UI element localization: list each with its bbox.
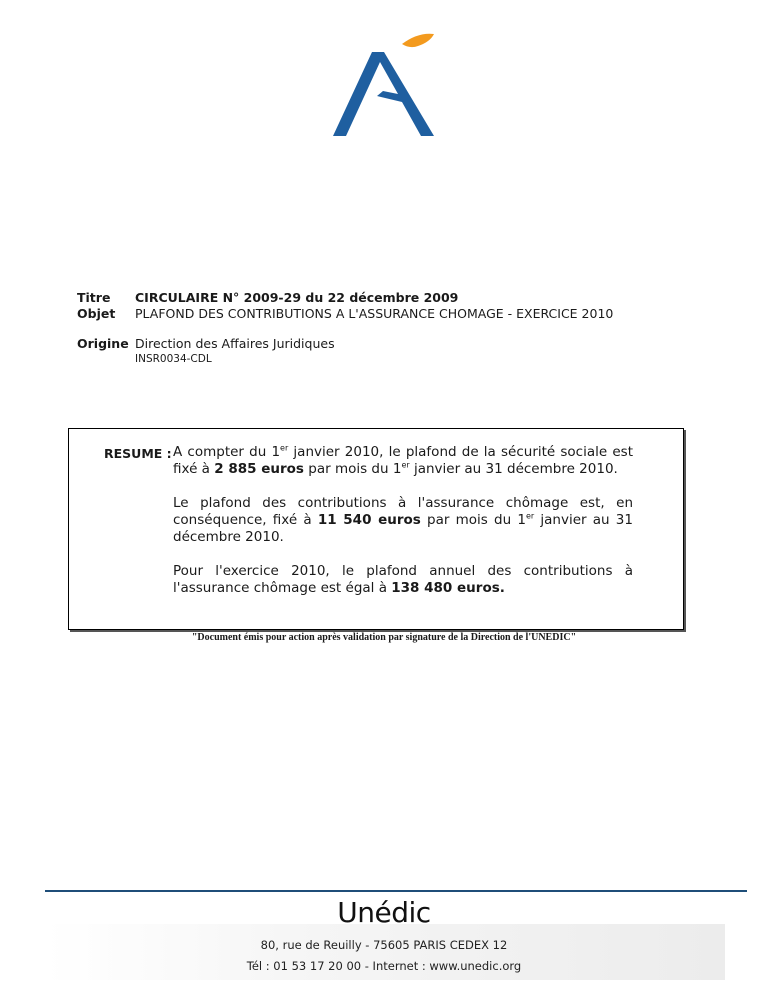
resume-label: RESUME :: [104, 446, 172, 461]
disclaimer-note: "Document émis pour action après validation par signature de la Direction de l'UNEDIC": [191, 632, 577, 643]
object-value: PLAFOND DES CONTRIBUTIONS A L'ASSURANCE CHOMAGE - EXERCICE 2010: [135, 306, 614, 321]
unedic-a-logo-icon: [330, 30, 440, 138]
resume-paragraph-2: Le plafond des contributions à l'assurance chômage est, en conséquence, fixé à 11 540 euros par mois du 1er janvier au 31 décembre 2010.: [173, 495, 633, 545]
origin-label: Origine: [77, 336, 129, 351]
amount-annual-contrib: 138 480 euros.: [391, 580, 505, 596]
footer-address: 80, rue de Reuilly - 75605 PARIS CEDEX 12: [260, 938, 508, 952]
logo-blue-stroke: [333, 52, 434, 136]
amount-monthly-contrib: 11 540 euros: [317, 512, 421, 528]
resume-box: [68, 428, 684, 630]
logo-orange-accent: [402, 34, 434, 47]
resume-body: [173, 444, 633, 614]
footer-contact: Tél : 01 53 17 20 00 - Internet : www.unedic.org: [246, 959, 522, 973]
resume-paragraph-1: A compter du 1er janvier 2010, le plafond de la sécurité sociale est fixé à 2 885 euros par mois du 1er janvier au 31 décembre 2010.: [173, 443, 633, 477]
origin-value: Direction des Affaires Juridiques: [135, 336, 335, 351]
object-label: Objet: [77, 306, 116, 321]
title-label: Titre: [77, 290, 111, 305]
resume-paragraph-3: Pour l'exercice 2010, le plafond annuel des contributions à l'assurance chômage est égal à 138 480 euros.: [173, 563, 633, 596]
title-value: CIRCULAIRE N° 2009-29 du 22 décembre 2009: [135, 290, 459, 305]
reference-value: INSR0034-CDL: [135, 353, 212, 365]
footer-divider: [45, 890, 747, 892]
footer-brand-logo: Unédic: [337, 896, 431, 929]
amount-monthly-ss: 2 885 euros: [214, 461, 304, 477]
